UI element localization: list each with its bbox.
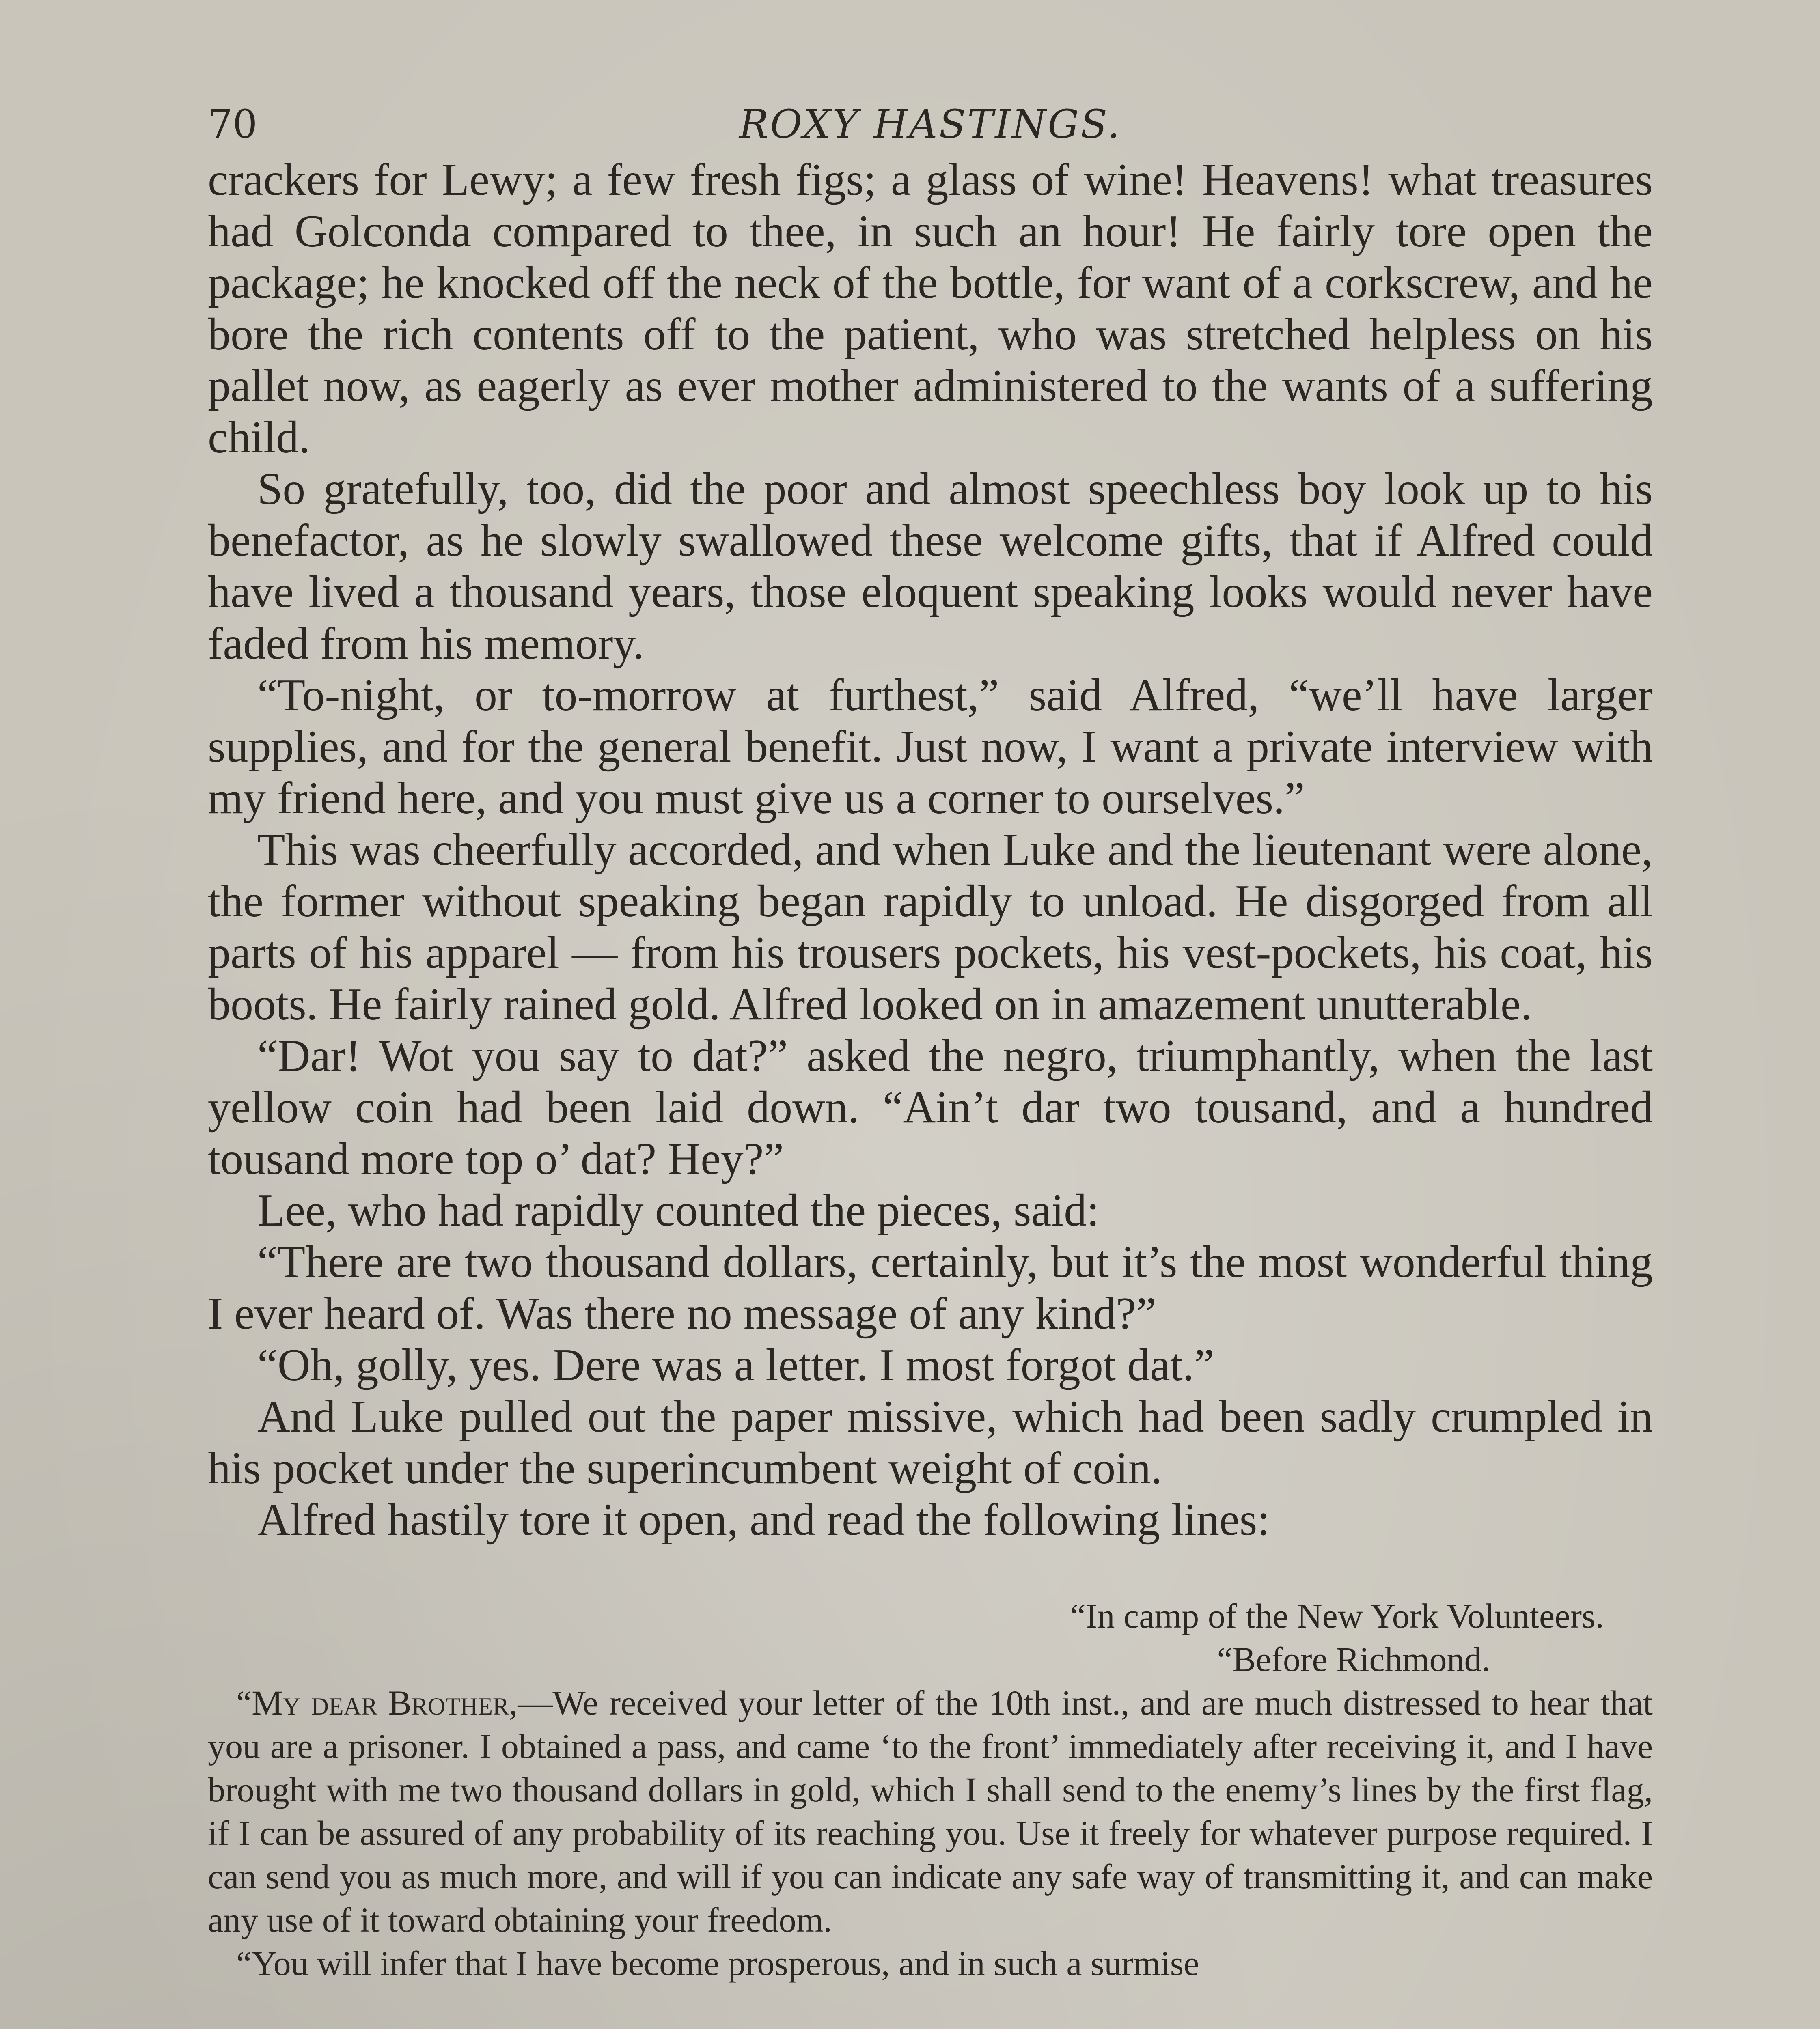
paragraph-8: “Oh, golly, yes. Dere was a letter. I most forgot dat.” [257,1340,1214,1390]
letter-salutation: “My dear Brother, [236,1683,518,1722]
body-text [208,154,1653,1546]
letter-paragraph-1-text: —We received your letter of the 10th inst., and are much distressed to hear that you are a prisoner. I obtained a pass, and came ‘to the front’ immediately after receiving it, and I have brought with me two thousand dollars in gold, which I shall send to the enemy’s lines by the first flag, if I can be assured of any probability of its reaching you. Use it freely for whatever purpose required. I can send you as much more, and will if you can indicate any safe way of transmitting it, and can make any use of it toward obtaining your freedom. [208,1683,1653,1939]
letter-dateline-location: “Before Richmond. [1217,1640,1490,1679]
paragraph-5: “Dar! Wot you say to dat?” asked the negro, triumphantly, when the last yellow coin had been laid down. “Ain’t dar two tousand, and a hundred tousand more top o’ dat? Hey?” [208,1031,1653,1184]
paragraph-2: So gratefully, too, did the poor and almost speechless boy look up to his benefactor, as he slowly swallowed these welcome gifts, that if Alfred could have lived a thousand years, those eloquent speaking looks would never have faded from his memory. [208,464,1653,669]
running-title: ROXY HASTINGS. [739,101,1121,147]
paragraph-9: And Luke pulled out the paper missive, which had been sadly crumpled in his pocket under the superincumbent weight of coin. [208,1391,1653,1493]
letter-paragraph-1 [208,1681,1653,1942]
letter-paragraph-2: “You will infer that I have become prosperous, and in such a surmise [236,1944,1199,1983]
paragraph-1: crackers for Lewy; a few fresh figs; a glass of wine! Heavens! what treasures had Golconda compared to thee, in such an hour! He fairly tore open the package; he knocked off the neck of the bottle, for want of a corkscrew, and he bore the rich contents off to the patient, who was stretched helpless on his pallet now, as eagerly as ever mother administered to the wants of a suffering child. [208,155,1653,463]
paragraph-4: This was cheerfully accorded, and when Luke and the lieutenant were alone, the former without speaking began rapidly to unload. He disgorged from all parts of his apparel — from his trousers pockets, his vest-pockets, his coat, his boots. He fairly rained gold. Alfred looked on in amazement unutterable. [208,825,1653,1030]
letter-dateline-camp: “In camp of the New York Volunteers. [1070,1596,1604,1635]
page-header [208,93,1653,154]
paragraph-3: “To-night, or to-morrow at furthest,” said Alfred, “we’ll have larger supplies, and for the general benefit. Just now, I want a private interview with my friend here, and you must give us a corner to ourselves.” [208,670,1653,823]
paragraph-10: Alfred hastily tore it open, and read the following lines: [257,1495,1270,1545]
paragraph-6: Lee, who had rapidly counted the pieces, said: [257,1185,1100,1236]
paragraph-7: “There are two thousand dollars, certainly, but it’s the most wonderful thing I ever heard of. Was there no message of any kind?” [208,1237,1653,1339]
book-page [208,93,1653,1985]
page-number: 70 [208,101,258,147]
letter-block [208,1594,1653,1985]
